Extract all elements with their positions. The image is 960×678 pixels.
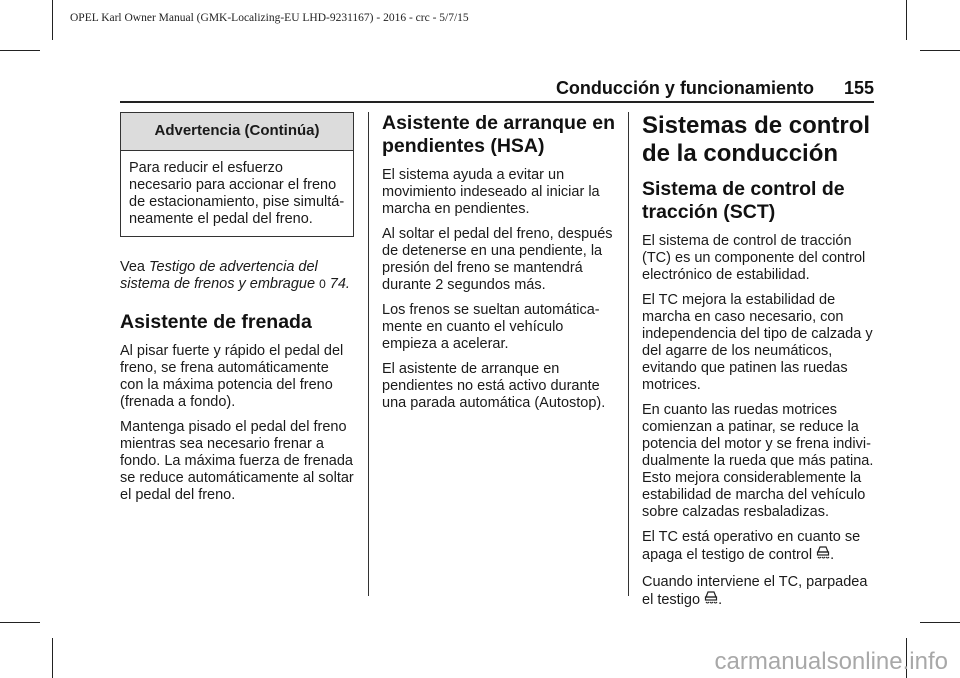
paragraph-text: El TC está operativo en cuanto se apaga el testigo de control	[642, 529, 861, 563]
reference-link[interactable]: Testigo de advertencia del sistema de frenos y embrague	[120, 259, 318, 292]
section-heading: Asistente de frenada	[120, 311, 312, 333]
crop-mark	[52, 0, 53, 40]
running-head	[556, 78, 874, 99]
column-divider	[628, 112, 629, 596]
section-heading: Asistente de arranque en pendientes (HSA)	[382, 112, 615, 157]
crop-mark	[52, 638, 53, 678]
section-title: Conducción y funcionamiento	[555, 78, 814, 98]
paragraph: Mantenga pisado el pedal del freno mientras sea necesario frenar a fondo. La máxima fuerza de frenada se reduce automáticamente al soltar el pedal del freno.	[120, 419, 354, 503]
paragraph: El sistema ayuda a evitar un movimiento indeseado al iniciar la marcha en pendientes.	[382, 167, 600, 217]
column-divider	[368, 112, 369, 596]
cross-reference	[120, 259, 356, 293]
page-ref-arrow-icon: 0	[319, 277, 326, 291]
crop-mark	[920, 622, 960, 623]
paragraph: Los frenos se sueltan automática-mente en cuanto el vehículo empieza a acelerar.	[382, 302, 600, 352]
paragraph: En cuanto las ruedas motrices comienzan a patinar, se reduce la potencia del motor y se frena indivi-dualmente la rueda que más patina. Esto mejora considerablemente la estabilidad de marcha del vehículo sobre calzadas resbaladizas.	[642, 402, 874, 520]
warning-title: Advertencia (Continúa)	[121, 113, 353, 151]
paragraph-text-end: .	[718, 592, 723, 608]
paragraph: Al soltar el pedal del freno, después de detenerse en una pendiente, la presión del freno se mantendrá durante 2 segundos más.	[382, 226, 613, 293]
print-header: OPEL Karl Owner Manual (GMK-Localizing-EU LHD-9231167) - 2016 - crc - 5/7/15	[70, 12, 469, 24]
watermark: carmanualsonline.info	[714, 648, 948, 675]
warning-text: Para reducir el esfuerzo necesario para accionar el freno de estacionamiento, pise simultá-neamente el pedal del freno.	[129, 160, 345, 227]
chapter-heading: Sistemas de control de la conducción	[642, 112, 871, 167]
crop-mark	[920, 50, 960, 51]
crop-mark	[0, 622, 40, 623]
column-2	[382, 112, 618, 420]
column-1	[120, 112, 356, 512]
header-rule	[120, 101, 874, 103]
crop-mark	[0, 50, 40, 51]
paragraph-text-end: .	[830, 547, 835, 563]
traction-control-icon	[816, 546, 830, 566]
crop-mark	[906, 0, 907, 40]
paragraph	[642, 529, 878, 566]
paragraph-text: Cuando interviene el TC, parpadea el testigo	[642, 574, 868, 608]
traction-control-icon	[704, 591, 718, 611]
column-3	[642, 112, 878, 619]
paragraph	[642, 574, 878, 611]
section-heading: Sistema de control de tracción (SCT)	[642, 178, 845, 223]
page-number: 155	[843, 78, 874, 98]
paragraph: El asistente de arranque en pendientes no está activo durante una parada automática (Autostop).	[382, 361, 606, 411]
paragraph: El sistema de control de tracción (TC) es un componente del control electrónico de estabilidad.	[642, 233, 866, 283]
paragraph: Al pisar fuerte y rápido el pedal del freno, se frena automáticamente con la máxima potencia del freno (frenada a fondo).	[120, 343, 344, 410]
see-prefix: Vea	[120, 259, 150, 275]
paragraph: El TC mejora la estabilidad de marcha en caso necesario, con independencia del tipo de calzada y del agarre de los neumáticos, evitando que patinen las ruedas motrices.	[642, 292, 873, 393]
reference-page[interactable]: 74.	[325, 276, 350, 292]
warning-box	[120, 112, 354, 237]
